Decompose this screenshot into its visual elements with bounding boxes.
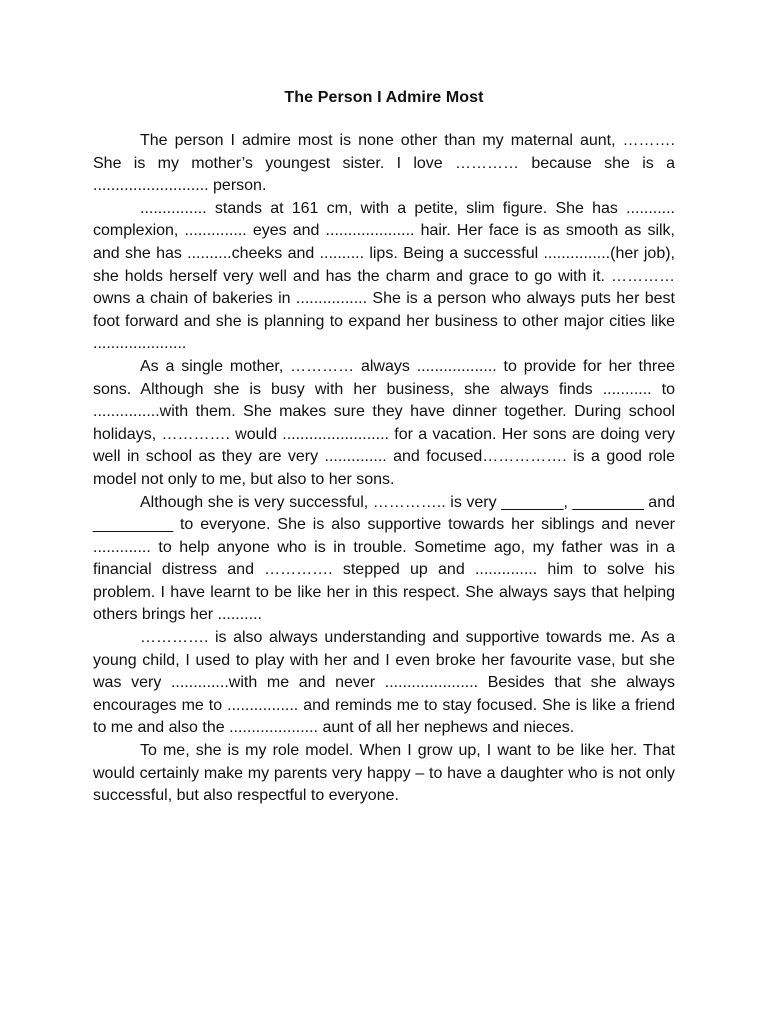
paragraph-role-model: To me, she is my role model. When I grow up, I want to be like her. That would certainly make my parents very happy – to have a daughter who is not only successful, but also respectful to everyone. — [93, 742, 675, 805]
paragraph-single-mother: As a single mother, ………… always .................. to provide for her three sons. Although she is busy with her business, she always finds ........... to ...............with them. She makes sure they have dinner together. During school holidays, …………. would ........................ for a vacation. Her sons are doing very well in school as they are very .............. and focused……………. is a good role model not only to me, but also to her sons. — [93, 357, 675, 488]
paragraph-understanding: …………. is also always understanding and supportive towards me. As a young child, I used to play with her and I even broke her favourite vase, but she was very .............with me and never ..................... Besides that she always encourages me to ................ and reminds me to stay focused. She is like a friend to me and also the .................... aunt of all her nephews and nieces. — [93, 629, 675, 737]
document-body — [93, 130, 675, 808]
paragraph-intro: The person I admire most is none other than my maternal aunt, ………. She is my mother’s youngest sister. I love ………… because she is a .......................... person. — [93, 132, 675, 195]
paragraph-supportive: Although she is very successful, ………….. is very _______, ________ and _________ to everyone. She is also supportive towards her siblings and never ............. to help anyone who is in trouble. Sometime ago, my father was in a financial distress and …………. stepped up and .............. him to solve his problem. I have learnt to be like her in this respect. She always says that helping others brings her .......... — [93, 493, 675, 624]
paragraph-appearance: ............... stands at 161 cm, with a petite, slim figure. She has ........... complexion, .............. eyes and .................... hair. Her face is as smooth as silk, and she has ..........cheeks and .......... lips. Being a successful ...............(her job), she holds herself very well and has the charm and grace to go with it. ………… owns a chain of bakeries in ................ She is a person who always puts her best foot forward and she is planning to expand her business to other major cities like ..................... — [93, 199, 675, 353]
document-title: The Person I Admire Most — [284, 89, 484, 106]
